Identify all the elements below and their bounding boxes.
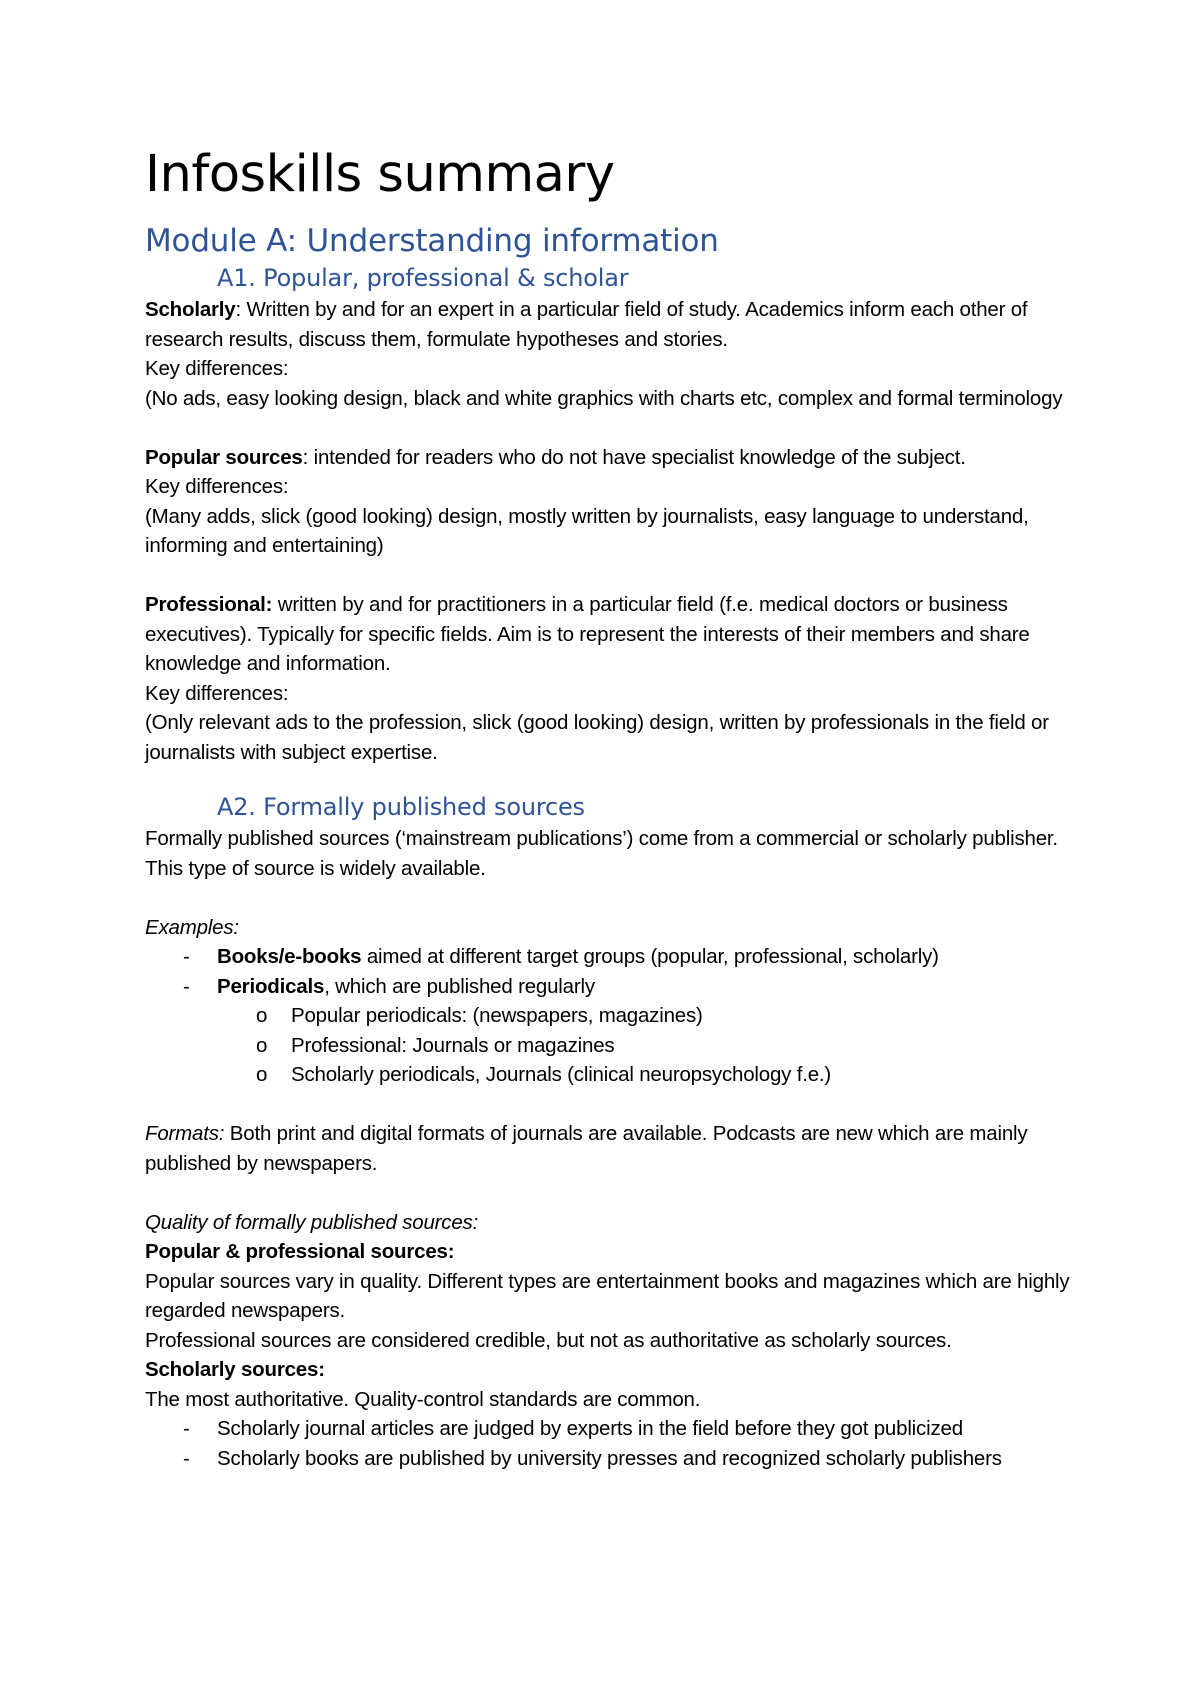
- pop-prof-text-1: Popular sources vary in quality. Different types are entertainment books and magazines which are highly regarded newspapers.: [145, 1269, 1070, 1322]
- a2-intro: Formally published sources (‘mainstream publications’) come from a commercial or scholarly publisher. This type of source is widely available.: [145, 827, 1058, 880]
- professional-text: written by and for practitioners in a particular field (f.e. medical doctors or business executives). Typically for specific fields. Aim is to represent the interests of their members and share knowledge and information.: [145, 593, 1030, 675]
- list-item: - Scholarly books are published by university presses and recognized scholarly publishers: [145, 1444, 1085, 1474]
- list-item: - Books/e-books aimed at different target groups (popular, professional, scholarly): [145, 942, 1085, 972]
- scholarly-sources-heading: Scholarly sources:: [145, 1358, 325, 1381]
- examples-label: Examples:: [145, 915, 239, 939]
- pop-prof-text-2: Professional sources are considered credible, but not as authoritative as scholarly sources.: [145, 1328, 952, 1352]
- section-a2-heading: A2. Formally published sources: [217, 793, 585, 821]
- section-a1-heading: A1. Popular, professional & scholar: [217, 264, 629, 292]
- list-item: o Scholarly periodicals, Journals (clinical neuropsychology f.e.): [145, 1060, 1085, 1090]
- document-body: [145, 140, 1085, 1473]
- professional-paragraph: [145, 590, 1085, 679]
- document-title: Infoskills summary: [145, 145, 615, 204]
- popular-differences: (Many adds, slick (good looking) design, mostly written by journalists, easy language to understand, informing and entertaining): [145, 504, 1029, 557]
- professional-differences: (Only relevant ads to the profession, slick (good looking) design, written by professionals in the field or journalists with subject expertise.: [145, 711, 1049, 764]
- pop-prof-heading: Popular & professional sources:: [145, 1240, 455, 1263]
- list-item: o Professional: Journals or magazines: [145, 1031, 1085, 1061]
- scholarly-points-list: [145, 1414, 1085, 1473]
- formats-label: Formats:: [145, 1122, 225, 1145]
- scholarly-differences: (No ads, easy looking design, black and white graphics with charts etc, complex and formal terminology: [145, 386, 1063, 410]
- module-a-heading: Module A: Understanding information: [145, 223, 719, 259]
- periodicals-list: [145, 1001, 1085, 1090]
- scholarly-sources-text: The most authoritative. Quality-control standards are common.: [145, 1387, 701, 1411]
- scholarly-key-label: Key differences:: [145, 357, 289, 380]
- scholarly-text: : Written by and for an expert in a particular field of study. Academics inform each other of research results, discuss them, formulate hypotheses and stories.: [145, 298, 1028, 351]
- scholarly-paragraph: [145, 295, 1085, 354]
- list-item: o Popular periodicals: (newspapers, magazines): [145, 1001, 1085, 1031]
- popular-paragraph: [145, 443, 1085, 473]
- formats-text: Both print and digital formats of journals are available. Podcasts are new which are mainly published by newspapers.: [145, 1122, 1028, 1175]
- popular-key-label: Key differences:: [145, 475, 289, 498]
- quality-label: Quality of formally published sources:: [145, 1210, 479, 1234]
- popular-term: Popular sources: [145, 445, 303, 469]
- popular-text: : intended for readers who do not have specialist knowledge of the subject.: [302, 445, 966, 469]
- formats-paragraph: [145, 1119, 1085, 1178]
- examples-list: [145, 942, 1085, 1001]
- professional-key-label: Key differences:: [145, 681, 289, 705]
- list-item: - Periodicals, which are published regularly: [145, 972, 1085, 1002]
- professional-term: Professional:: [145, 593, 273, 616]
- scholarly-term: Scholarly: [145, 298, 236, 321]
- list-item: - Scholarly journal articles are judged by experts in the field before they got publicized: [145, 1414, 1085, 1444]
